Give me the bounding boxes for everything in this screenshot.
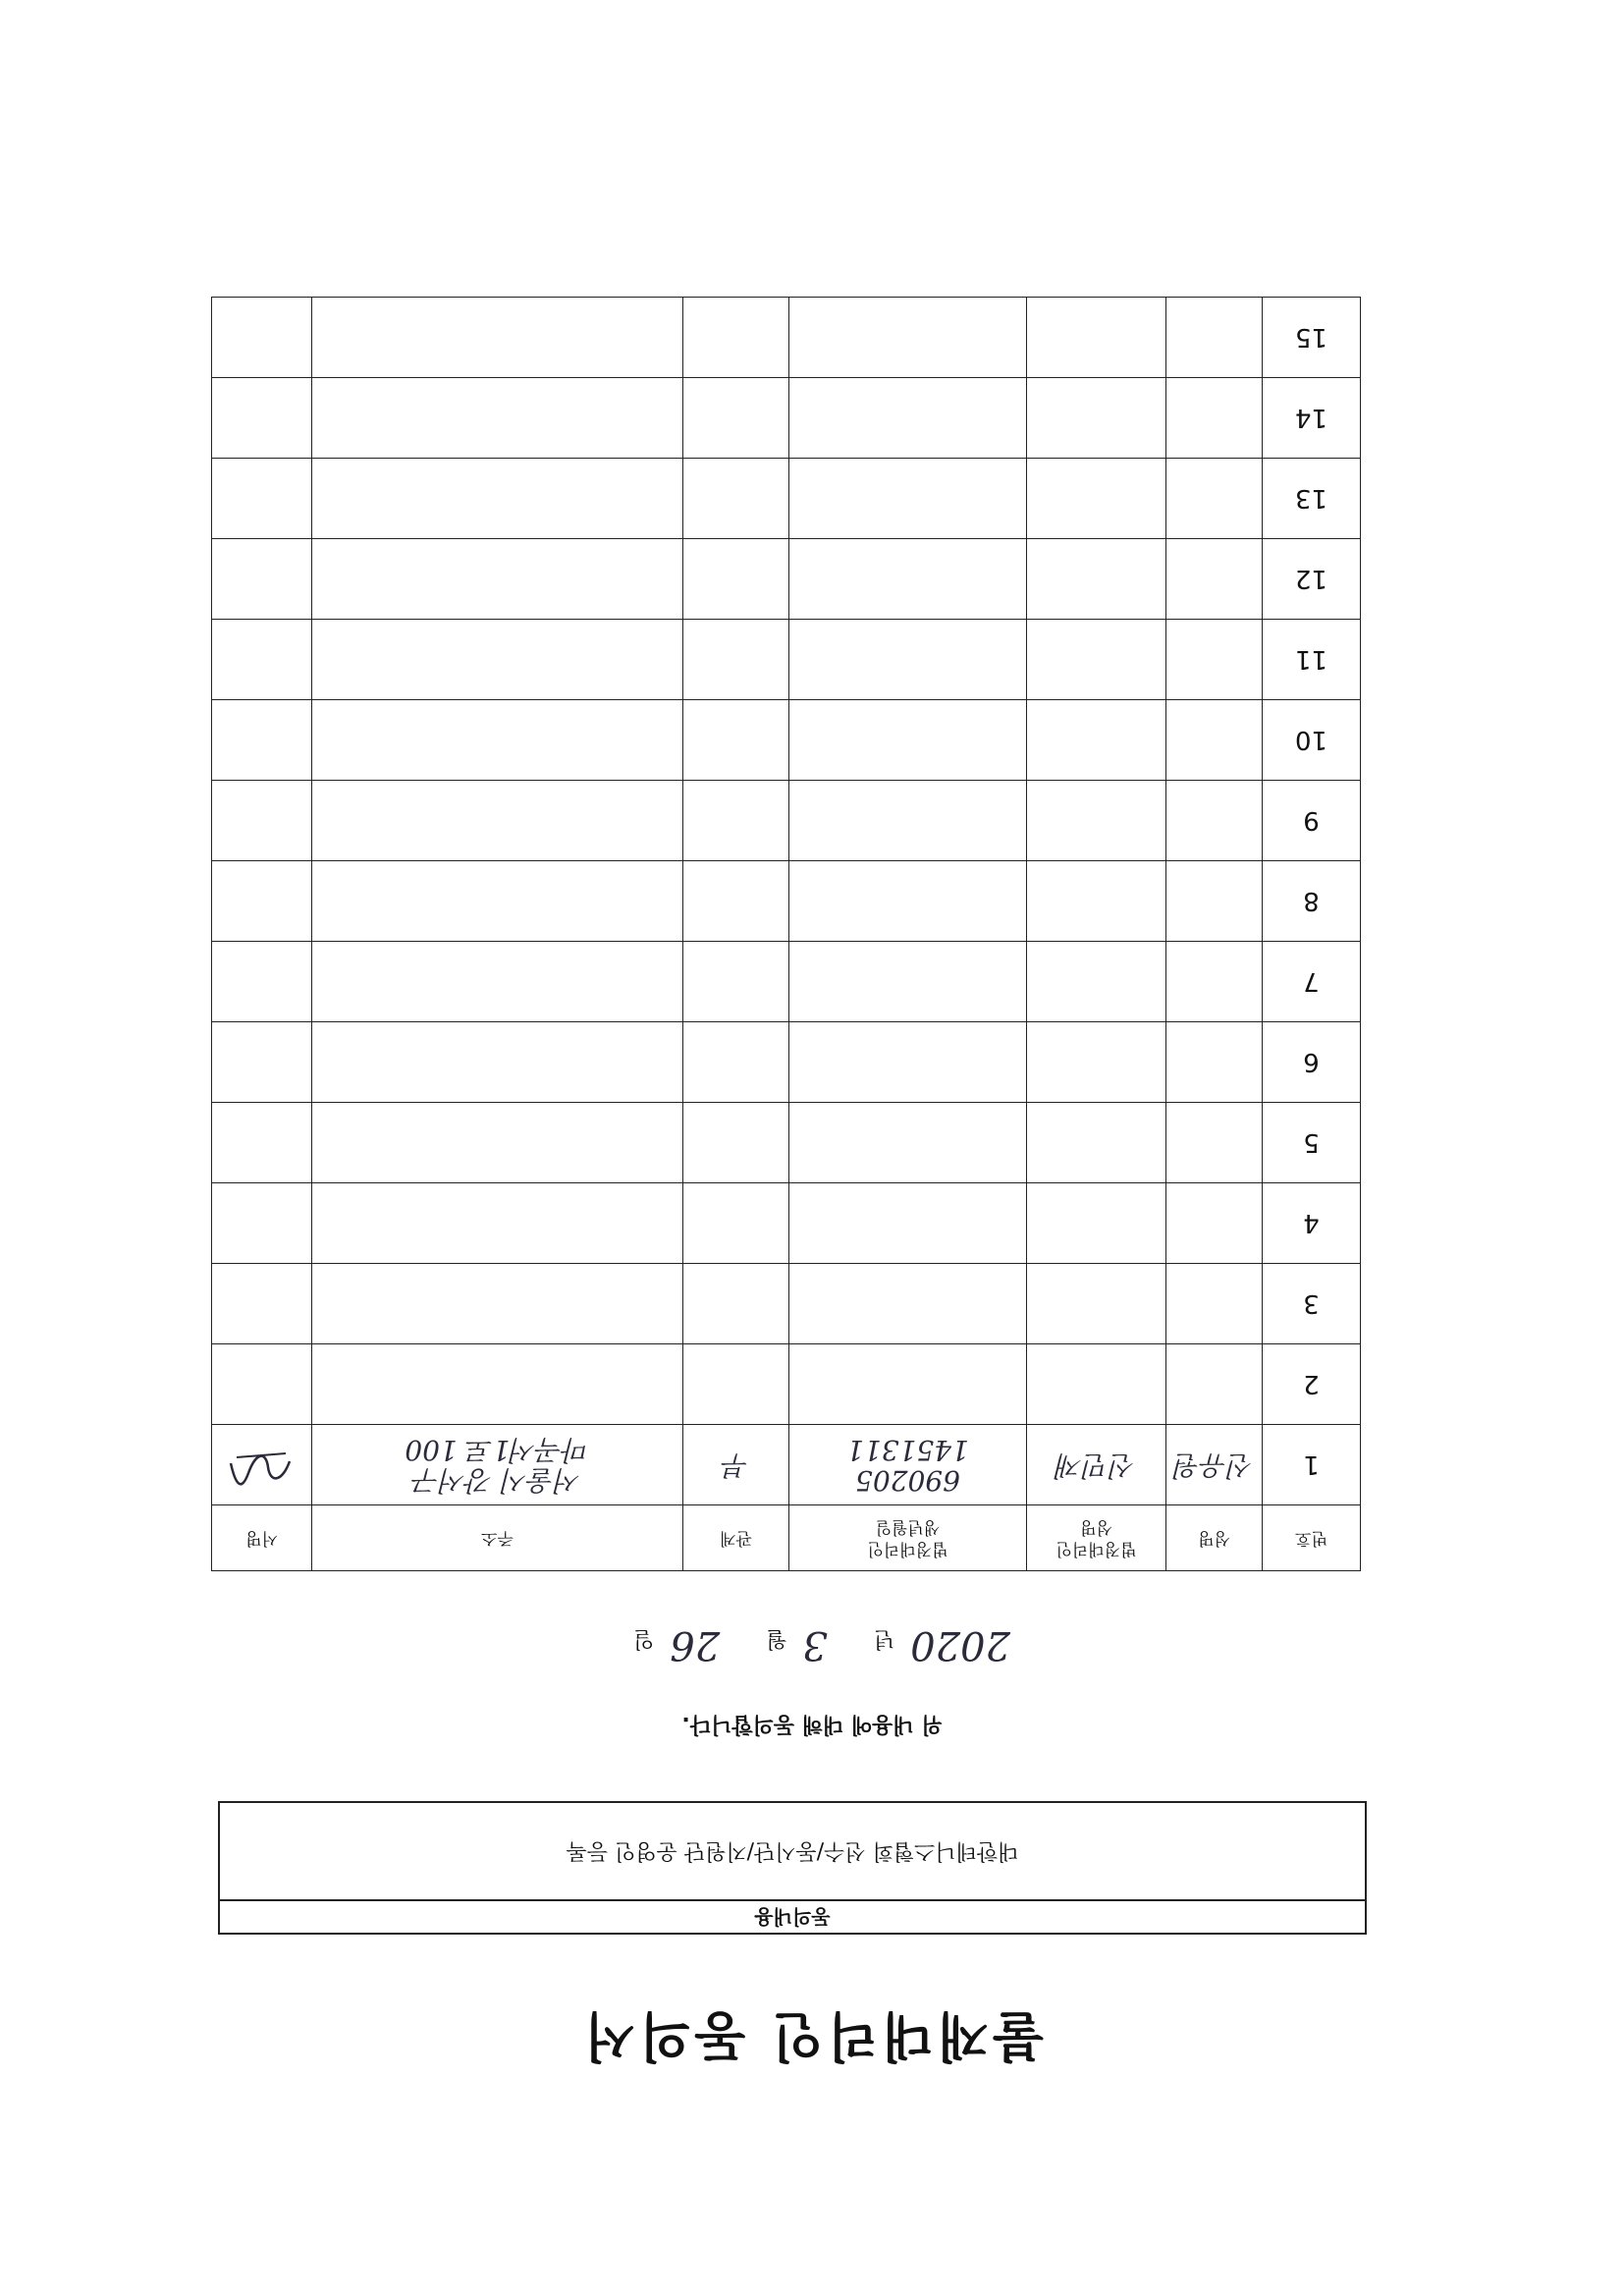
header-signature: 서명 [212,1505,312,1571]
cell-no: 15 [1263,298,1361,378]
cell-relation [683,1264,789,1344]
cell-relation [683,1183,789,1264]
cell-signature [212,378,312,459]
cell-relation [683,781,789,861]
cell-address [312,1183,683,1264]
cell-signature [212,1344,312,1425]
table-row [212,942,1361,1022]
cell-relation: 부 [683,1425,789,1505]
cell-signature [212,700,312,781]
cell-no: 11 [1263,620,1361,700]
cell-name: 신유원 [1166,1425,1263,1505]
cell-address [312,1022,683,1103]
date-month-unit: 월 [766,1626,787,1651]
cell-no: 13 [1263,459,1361,539]
cell-no: 7 [1263,942,1361,1022]
cell-signature [212,861,312,942]
cell-guardian-name [1027,1022,1166,1103]
cell-guardian-name [1027,298,1166,378]
cell-no: 3 [1263,1264,1361,1344]
cell-guardian-birth [789,700,1027,781]
cell-name [1166,539,1263,620]
cell-no: 12 [1263,539,1361,620]
header-guardian-birth: 법정대리인 생년월일 [789,1505,1027,1571]
cell-name [1166,459,1263,539]
cell-guardian-birth [789,378,1027,459]
cell-relation [683,378,789,459]
cell-guardian-name [1027,942,1166,1022]
cell-guardian-birth [789,1022,1027,1103]
cell-address [312,1344,683,1425]
cell-address [312,1103,683,1183]
cell-name [1166,298,1263,378]
cell-name [1166,700,1263,781]
cell-name [1166,378,1263,459]
cell-address [312,620,683,700]
cell-guardian-name [1027,539,1166,620]
table-row [212,861,1361,942]
cell-relation [683,298,789,378]
cell-address [312,298,683,378]
cell-relation [683,861,789,942]
cell-guardian-name [1027,1264,1166,1344]
table-row [212,539,1361,620]
cell-guardian-name [1027,620,1166,700]
consent-box [218,1801,1367,1935]
guardian-roster-table [211,297,1361,1571]
cell-guardian-name [1027,459,1166,539]
cell-guardian-birth [789,459,1027,539]
cell-relation [683,459,789,539]
cell-address: 서울시 강서구 마곡서1로 100 [312,1425,683,1505]
date-line [0,1622,1624,1667]
cell-no: 4 [1263,1183,1361,1264]
cell-relation [683,620,789,700]
cell-name [1166,942,1263,1022]
cell-guardian-name [1027,1103,1166,1183]
cell-address [312,459,683,539]
cell-address [312,539,683,620]
table-header-row [212,1505,1361,1571]
cell-guardian-birth [789,1344,1027,1425]
cell-no: 10 [1263,700,1361,781]
header-name: 성명 [1166,1505,1263,1571]
date-day-unit: 일 [633,1626,655,1651]
cell-address [312,781,683,861]
cell-no: 6 [1263,1022,1361,1103]
cell-guardian-birth [789,861,1027,942]
cell-relation [683,1103,789,1183]
cell-guardian-name [1027,861,1166,942]
cell-relation [683,1344,789,1425]
cell-relation [683,942,789,1022]
cell-guardian-name [1027,378,1166,459]
cell-signature [212,539,312,620]
date-year: 2020 [910,1622,1010,1667]
cell-guardian-birth [789,942,1027,1022]
cell-guardian-name: 신민재 [1027,1425,1166,1505]
table-row [212,700,1361,781]
table-row [212,1103,1361,1183]
table-row [212,459,1361,539]
table-row [212,1022,1361,1103]
cell-no: 14 [1263,378,1361,459]
cell-relation [683,539,789,620]
cell-signature [212,459,312,539]
cell-guardian-name [1027,700,1166,781]
cell-signature [212,1425,312,1505]
table-row [212,298,1361,378]
cell-name [1166,1183,1263,1264]
cell-no: 1 [1263,1425,1361,1505]
date-day: 26 [670,1622,721,1667]
header-guardian-name: 법정대리인 성명 [1027,1505,1166,1571]
cell-relation [683,700,789,781]
cell-no: 5 [1263,1103,1361,1183]
cell-address [312,1264,683,1344]
date-year-unit: 년 [873,1626,895,1651]
table-row [212,1425,1361,1505]
table-row [212,620,1361,700]
cell-address [312,942,683,1022]
cell-address [312,861,683,942]
cell-address [312,378,683,459]
consent-body: 대한테니스협회 선수/동시단/지원단 운영인 등록 [566,1838,1019,1863]
cell-name [1166,1344,1263,1425]
cell-name [1166,1264,1263,1344]
handwritten-signature-icon [228,1446,297,1491]
cell-no: 2 [1263,1344,1361,1425]
date-month: 3 [802,1622,828,1667]
cell-guardian-birth [789,620,1027,700]
cell-guardian-name [1027,1183,1166,1264]
cell-name [1166,861,1263,942]
document-title: 불재대리인 동의서 [579,2005,1045,2067]
cell-signature [212,620,312,700]
cell-guardian-birth [789,1103,1027,1183]
agree-statement: 위 내용에 대해 동의합니다. [681,1712,943,1736]
cell-signature [212,781,312,861]
cell-no: 9 [1263,781,1361,861]
cell-guardian-birth [789,1183,1027,1264]
cell-guardian-name [1027,1344,1166,1425]
cell-no: 8 [1263,861,1361,942]
table-row [212,781,1361,861]
cell-signature [212,1264,312,1344]
cell-name [1166,781,1263,861]
table-row [212,1264,1361,1344]
cell-relation [683,1022,789,1103]
table-row [212,1183,1361,1264]
cell-signature [212,942,312,1022]
header-no: 번호 [1263,1505,1361,1571]
cell-signature [212,298,312,378]
cell-guardian-name [1027,781,1166,861]
table-row [212,1344,1361,1425]
cell-guardian-birth: 690205 1451311 [789,1425,1027,1505]
cell-guardian-birth [789,298,1027,378]
header-address: 주소 [312,1505,683,1571]
cell-address [312,700,683,781]
cell-signature [212,1183,312,1264]
cell-guardian-birth [789,781,1027,861]
cell-signature [212,1022,312,1103]
table-row [212,378,1361,459]
cell-signature [212,1103,312,1183]
cell-guardian-birth [789,1264,1027,1344]
cell-name [1166,1022,1263,1103]
consent-header: 동의내용 [220,1899,1365,1933]
cell-name [1166,1103,1263,1183]
header-relation: 관계 [683,1505,789,1571]
cell-name [1166,620,1263,700]
cell-guardian-birth [789,539,1027,620]
